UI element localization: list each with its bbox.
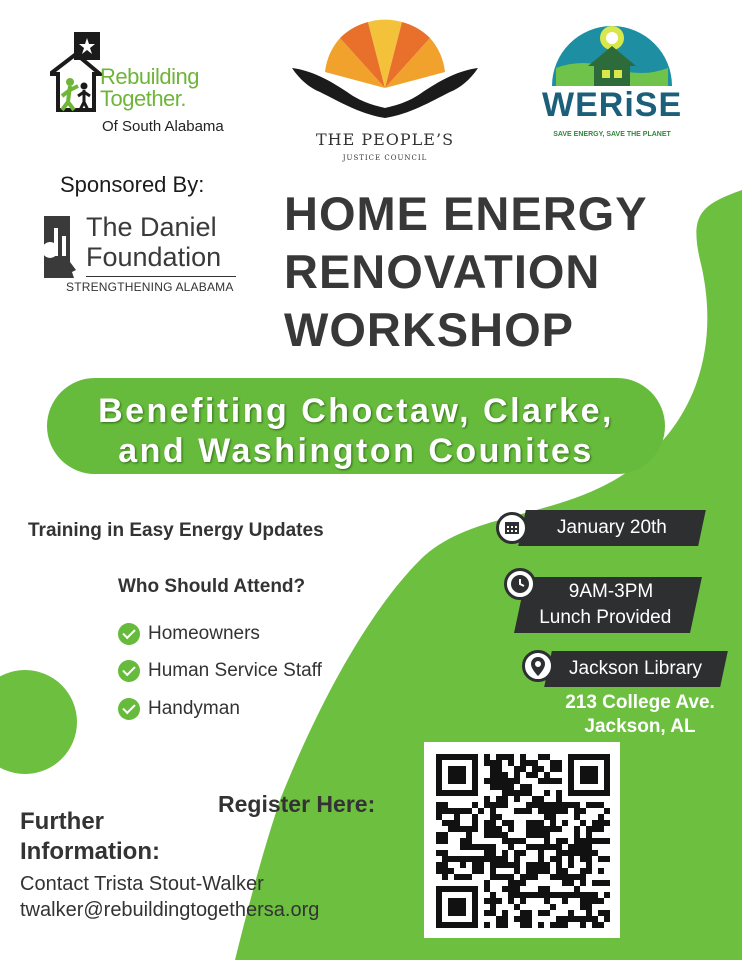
qr-finder-pattern: [436, 754, 478, 796]
rebuilding-together-wordmark-line2: Together.: [100, 86, 187, 111]
contact-name: Contact Trista Stout-Walker: [20, 873, 264, 895]
further-information-heading: Further: [20, 808, 104, 835]
location-text: Jackson Library: [569, 658, 703, 679]
rebuilding-together-house-icon: [50, 30, 102, 112]
contact-email[interactable]: twalker@rebuildingtogethersa.org: [20, 899, 320, 921]
map-pin-icon: [522, 650, 554, 682]
qr-finder-pattern: [436, 886, 478, 928]
green-circle-decoration: [0, 670, 77, 774]
werise-earth-house-icon: [542, 8, 682, 88]
address-line2: Jackson, AL: [584, 716, 696, 737]
peoples-justice-council-sun-hands-icon: [290, 10, 480, 128]
time-text: 9AM-3PM: [568, 581, 653, 602]
attendee-item: Human Service Staff: [148, 660, 322, 681]
attendee-item: Handyman: [148, 698, 240, 719]
clock-icon: [504, 568, 536, 600]
werise-wordmark: WERiSE: [542, 86, 683, 124]
workshop-title-line1: HOME ENERGY: [284, 187, 648, 240]
date-tag: [518, 510, 706, 546]
rebuilding-together-wordmark: Rebuilding: [100, 64, 199, 89]
werise-tagline: SAVE ENERGY, SAVE THE PLANET: [553, 131, 671, 138]
calendar-icon: [496, 512, 528, 544]
pjc-subtitle: JUSTICE COUNCIL: [342, 154, 428, 162]
date-text: January 20th: [557, 517, 667, 538]
check-circle-icon: [118, 698, 140, 720]
daniel-foundation-tagline: STRENGTHENING ALABAMA: [66, 280, 234, 294]
counties-banner-line2: and Washington Counites: [118, 432, 594, 470]
counties-banner-line1: Benefiting Choctaw, Clarke,: [98, 392, 614, 430]
qr-code-graphic: [424, 742, 620, 938]
daniel-foundation-name: The Daniel: [86, 212, 217, 242]
workshop-title-line3: WORKSHOP: [284, 303, 574, 356]
pjc-title: THE PEOPLE’S: [315, 130, 455, 149]
workshop-title-line2: RENOVATION: [284, 245, 601, 298]
sponsored-by-label: Sponsored By:: [60, 172, 205, 197]
rebuilding-together-location: Of South Alabama: [102, 118, 224, 135]
qr-finder-pattern: [568, 754, 610, 796]
training-heading: Training in Easy Energy Updates: [28, 520, 324, 541]
daniel-foundation-name-line2: Foundation: [86, 242, 222, 272]
location-tag: [544, 651, 728, 687]
attendee-item: Homeowners: [148, 623, 260, 644]
time-tag: [514, 577, 702, 633]
who-should-attend-heading: Who Should Attend?: [118, 576, 306, 597]
daniel-foundation-divider: [86, 276, 236, 277]
daniel-foundation-alabama-logo-icon: [40, 216, 84, 278]
check-circle-icon: [118, 623, 140, 645]
address-line1: 213 College Ave.: [565, 692, 715, 713]
lunch-text: Lunch Provided: [539, 607, 672, 628]
further-information-heading-line2: Information:: [20, 838, 160, 865]
check-circle-icon: [118, 660, 140, 682]
register-here-label: Register Here:: [218, 791, 376, 817]
registration-qr-code[interactable]: [424, 742, 620, 938]
